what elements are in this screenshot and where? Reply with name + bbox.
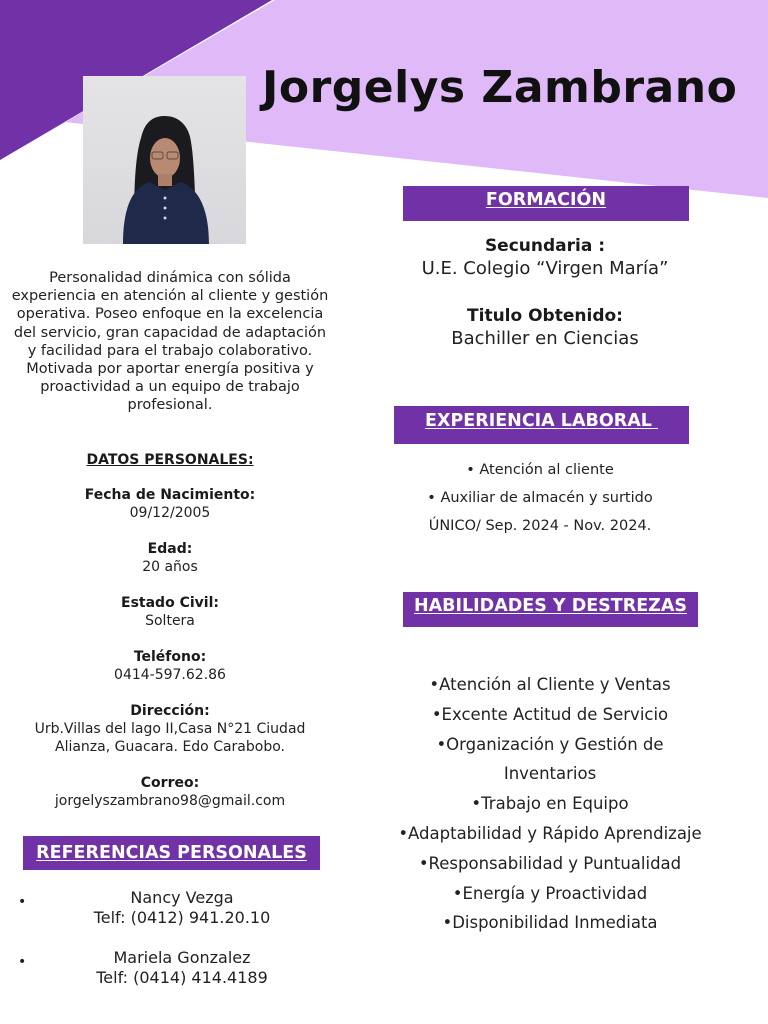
skills-heading: [403, 592, 698, 627]
field-value: Soltera: [145, 613, 195, 629]
field-email: [10, 774, 330, 810]
skill-item: •Energía y Proactividad: [452, 883, 648, 903]
education-degree-label: Titulo Obtenido:: [467, 306, 623, 326]
bullet-icon: •: [18, 894, 27, 910]
field-age: [10, 540, 330, 576]
skill-item: •Organización y Gestión de: [436, 734, 664, 754]
field-label: Dirección:: [130, 703, 210, 719]
field-address: [10, 702, 330, 756]
reference-phone: Telf: (0414) 414.4189: [96, 968, 268, 987]
reference-phone: Telf: (0412) 941.20.10: [93, 908, 271, 927]
field-label: Estado Civil:: [121, 595, 219, 611]
skills-list: [390, 670, 710, 938]
skill-item: •Adaptabilidad y Rápido Aprendizaje: [398, 823, 702, 843]
field-phone: [10, 648, 330, 684]
references-heading-text: REFERENCIAS PERSONALES: [36, 843, 307, 863]
skill-item: •Atención al Cliente y Ventas: [429, 675, 671, 694]
skill-item: •Disponibilidad Inmediata: [442, 913, 658, 933]
field-value: 20 años: [142, 559, 198, 575]
field-label: Teléfono:: [133, 649, 207, 665]
reference-name: Nancy Vezga: [130, 888, 234, 907]
skill-item: •Trabajo en Equipo: [471, 794, 629, 814]
field-marital-status: [10, 594, 330, 630]
skill-item: •Excente Actitud de Servicio: [431, 704, 669, 724]
skill-item: Inventarios: [503, 764, 597, 784]
person-silhouette-icon: [83, 76, 246, 244]
references-list: [18, 888, 338, 1008]
field-value: 0414-597.62.86: [114, 667, 226, 683]
profile-summary: Personalidad dinámica con sólida experiencia en atención al cliente y gestión operativa. Poseo enfoque en la excelencia del servicio, gran capacidad de adaptación y facilidad para el trabajo colaborativo. Motivada por aportar energía positiva y proactividad a un equipo de trabajo profesional.: [11, 270, 329, 414]
profile-photo: [83, 76, 246, 244]
references-heading: [23, 836, 320, 870]
field-birthdate: [10, 486, 330, 522]
experience-heading-text: EXPERIENCIA LABORAL: [425, 411, 658, 431]
reference-item: [18, 888, 338, 928]
field-value: Urb.Villas del lago II,Casa N°21 Ciudad Alianza, Guacara. Edo Carabobo.: [34, 721, 306, 755]
candidate-name: Jorgelys Zambrano: [262, 62, 738, 113]
experience-list: [395, 456, 685, 540]
field-value: jorgelyszambrano98@gmail.com: [54, 793, 286, 809]
education-degree-block: [395, 305, 695, 351]
field-value: 09/12/2005: [129, 505, 211, 521]
education-school: U.E. Colegio “Virgen María”: [421, 258, 669, 279]
experience-heading: [394, 406, 689, 444]
education-level-label: Secundaria :: [484, 236, 606, 256]
reference-item: [18, 948, 338, 988]
education-heading: [403, 186, 689, 221]
field-label: Edad:: [147, 541, 193, 557]
experience-company: ÚNICO/ Sep. 2024 - Nov. 2024.: [428, 518, 652, 534]
education-degree: Bachiller en Ciencias: [451, 328, 639, 349]
skills-heading-text: HABILIDADES Y DESTREZAS: [413, 596, 687, 616]
field-label: Correo:: [140, 775, 200, 791]
experience-item: • Auxiliar de almacén y surtido: [427, 490, 653, 506]
personal-data-section: [10, 452, 330, 828]
field-label: Fecha de Nacimiento:: [84, 487, 256, 503]
skill-item: •Responsabilidad y Puntualidad: [418, 853, 682, 873]
education-school-block: [395, 235, 695, 281]
experience-item: • Atención al cliente: [466, 462, 614, 478]
reference-name: Mariela Gonzalez: [113, 948, 251, 967]
bullet-icon: •: [18, 954, 27, 970]
personal-data-title: DATOS PERSONALES:: [86, 452, 254, 468]
education-heading-text: FORMACIÓN: [485, 190, 607, 210]
